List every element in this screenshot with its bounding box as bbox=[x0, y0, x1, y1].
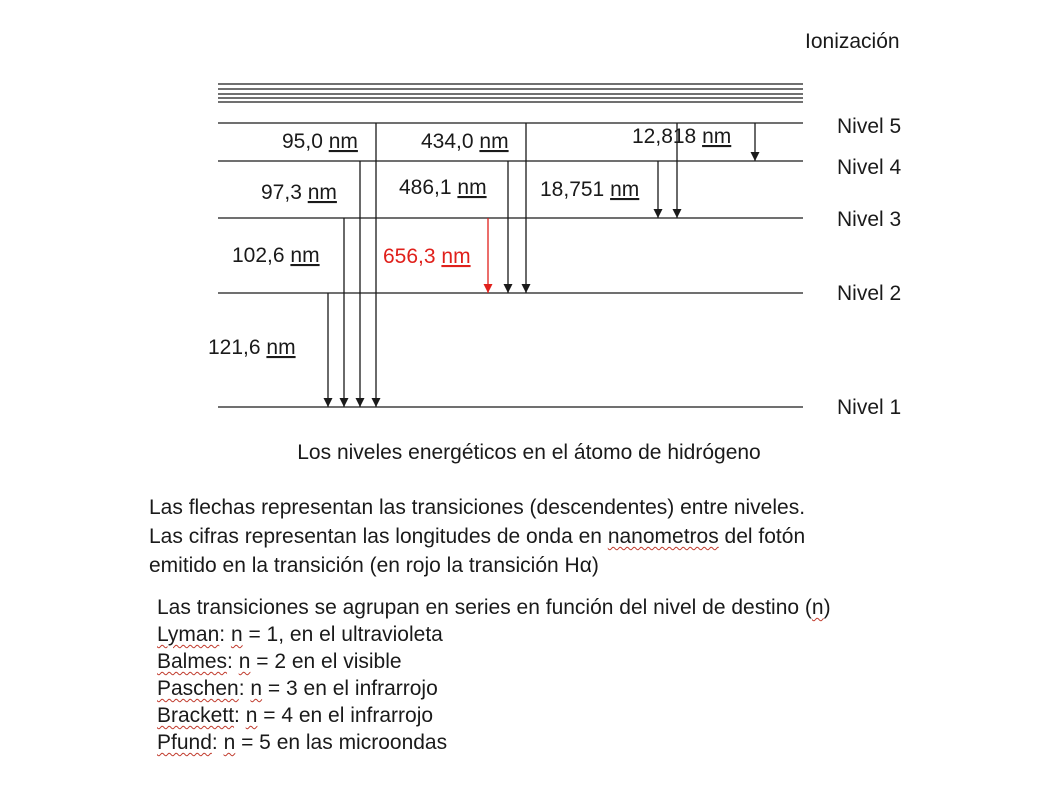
series-item-balmes: Balmes: n = 2 en el visible bbox=[157, 650, 402, 673]
wavelength-label-434: 434,0 nm bbox=[421, 130, 509, 153]
description-line-1: Las flechas representan las transiciones (descendentes) entre niveles. bbox=[149, 496, 806, 519]
level-label-2: Nivel 2 bbox=[837, 282, 902, 305]
series-list bbox=[157, 594, 1037, 756]
description-line-2: Las cifras representan las longitudes de onda en nanometros del fotón bbox=[149, 525, 806, 548]
diagram-caption: Los niveles energéticos en el átomo de hidrógeno bbox=[297, 441, 761, 464]
series-intro: Las transiciones se agrupan en series en función del nivel de destino (n) bbox=[157, 596, 831, 619]
level-label-3: Nivel 3 bbox=[837, 208, 902, 231]
wavelength-label-97: 97,3 nm bbox=[261, 181, 337, 204]
ionization-lines bbox=[218, 84, 803, 102]
series-item-paschen: Paschen: n = 3 en el infrarrojo bbox=[157, 677, 438, 700]
wavelength-label-486: 486,1 nm bbox=[399, 176, 487, 199]
series-item-brackett: Brackett: n = 4 en el infrarrojo bbox=[157, 704, 434, 727]
series-item-pfund: Pfund: n = 5 en las microondas bbox=[157, 731, 448, 754]
ionization-label: Ionización bbox=[805, 30, 900, 53]
nanometros-word: nanometros bbox=[607, 525, 719, 548]
wavelength-label-121: 121,6 nm bbox=[208, 336, 296, 359]
level-label-5: Nivel 5 bbox=[837, 115, 902, 138]
description-paragraph bbox=[149, 493, 1029, 580]
wavelength-label-102: 102,6 nm bbox=[232, 244, 320, 267]
description-line-3: emitido en la transición (en rojo la transición Hα) bbox=[149, 554, 599, 577]
level-label-1: Nivel 1 bbox=[837, 396, 902, 419]
wavelength-label-12818: 12,818 nm bbox=[632, 125, 732, 148]
wavelength-label-95: 95,0 nm bbox=[282, 130, 358, 153]
wavelength-label-656: 656,3 nm bbox=[383, 245, 471, 268]
series-item-lyman: Lyman: n = 1, en el ultravioleta bbox=[157, 623, 443, 646]
level-label-4: Nivel 4 bbox=[837, 156, 902, 179]
wavelength-label-18751: 18,751 nm bbox=[540, 178, 640, 201]
